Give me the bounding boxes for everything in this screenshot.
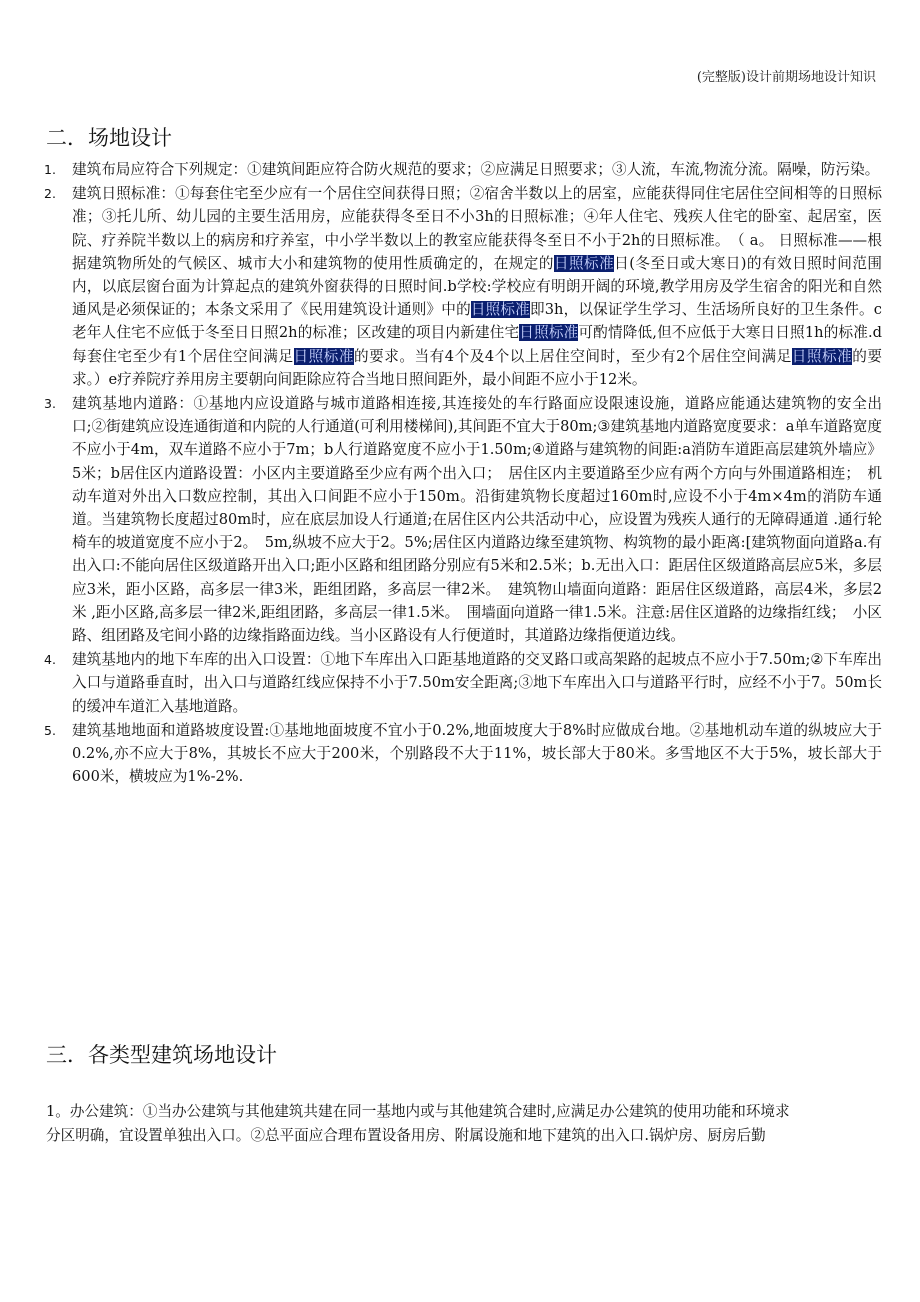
section-heading-building-types: 三．各类型建筑场地设计	[46, 1043, 277, 1067]
text-segment: 日(冬至日或大寒日)的有效日照时间范围内，以底层窗台面为计算起点的建筑外窗获得的日照时间.b学校:学校应有明朗开阔的环境,教学用房及学生宿舍的阳光和自然通风是必须保证的；本条文采用了《民用建筑设计通则》中的	[72, 254, 882, 319]
list-item-number: 1.	[44, 162, 56, 177]
text-segment: 即3h，以保证学生学习、生活场所良好的卫生条件。c老年人住宅不应低于冬至日日照2h的标准；区改建的项目内新建住宅	[72, 301, 882, 342]
section-heading-site-design: 二．场地设计	[46, 126, 172, 150]
paragraph-line: 分区明确，宜设置单独出入口。②总平面应合理布置设备用房、附属设施和地下建筑的出入口.锅炉房、厨房后勤	[46, 1126, 766, 1144]
list-item	[42, 392, 882, 647]
site-design-list	[42, 158, 882, 789]
text-segment: 建筑日照标准：①每套住宅至少应有一个居住空间获得日照；②宿舍半数以上的居室，应能获得同住宅居住空间相等的日照标准；③托儿所、幼儿园的主要生活用房，应能获得冬至日不小3h的日照标准；④年人住宅、残疾人住宅的卧室、起居室，医院、疗养院半数以上的病房和疗养室，中小学半数以上的教室应能获得冬至日不小于2h的日照标准。 （ a。 日照标准——根据建筑物所处的气候区、城市大小和建筑物的使用性质确定的，在规定的	[72, 185, 882, 272]
text-segment: 的要求。当有4个及4个以上居住空间时，至少有2个居住空间满足	[354, 347, 792, 365]
highlighted-term: 日照标准	[519, 324, 579, 342]
list-item	[42, 719, 882, 789]
highlighted-term: 日照标准	[470, 301, 530, 319]
list-item	[42, 182, 882, 391]
list-item	[42, 648, 882, 718]
list-item-number: 2.	[44, 186, 56, 202]
text-segment: 可酌情降低,但不应低于大寒日日照1h的标准.d每套住宅至少有1个居住空间满足	[72, 324, 882, 365]
text-segment: 的要求。）e疗养院疗养用房主要朝向间距除应符合当地日照间距外，最小间距不应小于12米。	[72, 347, 882, 388]
list-item-number: 5.	[44, 722, 56, 738]
list-item-text: 建筑布局应符合下列规定：①建筑间距应符合防火规范的要求；②应满足日照要求；③人流，车流,物流分流。隔噪，防污染。	[72, 161, 880, 178]
list-item-text	[72, 185, 882, 388]
list-item-text: 建筑基地地面和道路坡度设置:①基地地面坡度不宜小于0.2%,地面坡度大于8%时应做成台地。②基地机动车道的纵坡应大于0.2%,亦不应大于8%，其坡长不应大于200米，个别路段不大于11%，坡长部大于80米。多雪地区不大于5%，坡长部大于600米，横坡应为1%-2%.	[72, 721, 882, 786]
list-item	[42, 158, 882, 181]
list-item-number: 4.	[44, 652, 56, 668]
highlighted-term: 日照标准	[293, 347, 355, 365]
building-types-body	[46, 1100, 876, 1147]
paragraph-line: 1。办公建筑：①当办公建筑与其他建筑共建在同一基地内或与其他建筑合建时,应满足办公建筑的使用功能和环境求	[46, 1103, 790, 1120]
list-item-text: 建筑基地内道路：①基地内应设道路与城市道路相连接,其连接处的车行路面应设限速设施，道路应能通达建筑物的安全出口;②街建筑应设连通街道和内院的人行通道(可利用楼梯间),其间距不宜大于80m;③建筑基地内道路宽度要求：a单车道路宽度不应小于4m，双车道路不应小于7m；b人行道路宽度不应小于1.50m;④道路与建筑物的间距:a消防车道距高层建筑外墙应》5米；b居住区内道路设置：小区内主要道路至少应有两个出入口； 居住区内主要道路至少应有两个方向与外围道路相连； 机动车道对外出入口数应控制，其出入口间距不应小于150m。沿街建筑物长度超过160m时,应设不小于4m×4m的消防车通道。当建筑物长度超过80m时，应在底层加设人行通道;在居住区内公共活动中心，应设置为残疾人通行的无障碍通道 .通行轮椅车的坡道宽度不应小于2。 5m,纵坡不应大于2。5%;居住区内道路边缘至建筑物、构筑物的最小距离:[建筑物面向道路a.有出入口:不能向居住区级道路开出入口;距小区路和组团路分别应有5米和2.5米；b.无出入口：距居住区级道路高层应5米，多层应3米，距小区路，高多层一律3米，距组团路，多高层一律2米。 建筑物山墙面向道路：距居住区级道路，高层4米，多层2米 ,距小区路,高多层一律2米,距组团路，多高层一律1.5米。 围墙面向道路一律1.5米。注意:居住区道路的边缘指红线； 小区路、组团路及宅间小路的边缘指路面边线。当小区路设有人行便道时，其道路边缘指便道边线。	[72, 395, 882, 645]
list-item-text: 建筑基地内的地下车库的出入口设置：①地下车库出入口距基地道路的交叉路口或高架路的起坡点不应小于7.50m;②下车库出入口与道路垂直时，出入口与道路红线应保持不小于7.50m安全距离;③地下车库出入口与道路平行时，应经不小于7。50m长的缓冲车道汇入基地道路。	[72, 651, 882, 715]
document-header-title: (完整版)设计前期场地设计知识	[696, 70, 876, 85]
highlighted-term: 日照标准	[791, 347, 853, 365]
highlighted-term: 日照标准	[553, 254, 615, 272]
list-item-number: 3.	[44, 396, 56, 412]
